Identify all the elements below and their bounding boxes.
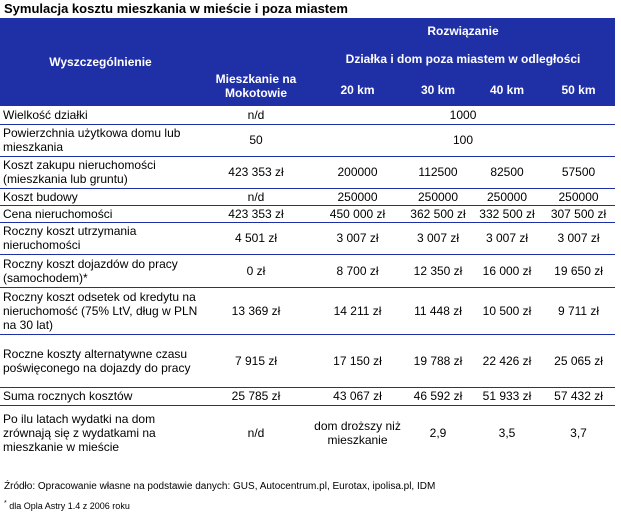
header-dzialka: Działka i dom poza miastem w odległości (311, 44, 615, 74)
cell-30km: 3 007 zł (404, 222, 472, 254)
table-row (0, 205, 615, 222)
table-row (0, 156, 615, 188)
row-label: Koszt budowy (0, 188, 201, 205)
cell-50km: 3,7 (570, 426, 587, 441)
cell-mieszkanie: 4 501 zł (201, 222, 311, 254)
footnote-mark: * (4, 500, 7, 507)
cell-40km: 332 500 zł (472, 205, 542, 222)
cell-40km: 3,5 (498, 426, 516, 441)
cell-40km: 3 007 zł (472, 222, 542, 254)
cell-20km: 250000 (311, 188, 404, 205)
cell-50km: 25 065 zł (542, 334, 615, 387)
cell-mieszkanie: n/d (201, 188, 311, 205)
cell-mieszkanie: 50 (201, 124, 311, 156)
table-title: Symulacja kosztu mieszkania w mieście i poza miastem (4, 1, 348, 16)
footnote-text: dla Opla Astry 1.4 z 2006 roku (9, 501, 130, 511)
row-label: Roczny koszt utrzymania nieruchomości (0, 222, 201, 254)
cell-mieszkanie: 25 785 zł (201, 387, 311, 405)
cell-mieszkanie: 423 353 zł (201, 205, 311, 222)
cell-mieszkanie: n/d (201, 106, 311, 124)
source-note: Źródło: Opracowanie własne na podstawie danych: GUS, Autocentrum.pl, Eurotax, ipolisa.pl, IDM (4, 481, 436, 492)
cell-40km: 16 000 zł (472, 254, 542, 287)
cost-table (0, 18, 615, 461)
cell-30km: 2,9 (429, 426, 447, 441)
row-label: Roczny koszt odsetek od kredytu na nieruchomość (75% LtV, dług w PLN na 30 lat) (0, 287, 201, 334)
cell-30km: 46 592 zł (404, 387, 472, 405)
table-row (0, 387, 615, 405)
row-label: Wielkość działki (0, 106, 201, 124)
cell-50km: 9 711 zł (542, 287, 615, 334)
cell-40km: 51 933 zł (472, 387, 542, 405)
row-label: Roczne koszty alternatywne czasu poświęconego na dojazdy do pracy (0, 334, 201, 387)
cell-20km: 43 067 zł (311, 387, 404, 405)
row-label: Po ilu latach wydatki na dom zrównają się z wydatkami na mieszkanie w mieście (3, 412, 156, 455)
cell-30km: 12 350 zł (404, 254, 472, 287)
cell-40km: 82500 (472, 156, 542, 188)
header-rozwiazanie: Rozwiązanie (311, 18, 615, 44)
table-row (0, 287, 615, 334)
table-row (0, 188, 615, 205)
footnote (4, 500, 130, 511)
cell-merged: 100 (311, 124, 615, 156)
table-row (0, 334, 615, 387)
cell-40km: 250000 (472, 188, 542, 205)
cell-merged: 1000 (311, 106, 615, 124)
cell-20km: 3 007 zł (311, 222, 404, 254)
cell-mieszkanie: 423 353 zł (201, 156, 311, 188)
row-label: Powierzchnia użytkowa domu lub mieszkania (0, 124, 201, 156)
header-40km: 40 km (472, 74, 542, 106)
cell-20km: 17 150 zł (311, 334, 404, 387)
cell-50km: 250000 (542, 188, 615, 205)
table-row (0, 254, 615, 287)
cell-50km: 307 500 zł (542, 205, 615, 222)
row-label: Roczny koszt dojazdów do pracy (samochodem)* (0, 254, 201, 287)
row-label: Koszt zakupu nieruchomości (mieszkania lub gruntu) (0, 156, 201, 188)
cell-mieszkanie: n/d (247, 426, 265, 441)
cell-mieszkanie: 0 zł (201, 254, 311, 287)
cell-50km: 57500 (542, 156, 615, 188)
cell-40km: 22 426 zł (472, 334, 542, 387)
cell-50km: 57 432 zł (542, 387, 615, 405)
header-20km: 20 km (311, 74, 404, 106)
row-label: Suma rocznych kosztów (0, 387, 201, 405)
cell-30km: 250000 (404, 188, 472, 205)
cell-40km: 10 500 zł (472, 287, 542, 334)
cell-30km: 19 788 zł (404, 334, 472, 387)
cell-20km: 200000 (311, 156, 404, 188)
header-mieszkanie: Mieszkanie na Mokotowie (201, 18, 311, 106)
cell-30km: 112500 (404, 156, 472, 188)
cell-mieszkanie: 13 369 zł (201, 287, 311, 334)
row-label: Cena nieruchomości (0, 205, 201, 222)
header-30km: 30 km (404, 74, 472, 106)
cell-20km: 450 000 zł (311, 205, 404, 222)
cell-30km: 362 500 zł (404, 205, 472, 222)
table-row (0, 222, 615, 254)
cell-20km: dom droższy niż mieszkanie (314, 419, 401, 448)
table-row (0, 106, 615, 124)
cell-50km: 3 007 zł (542, 222, 615, 254)
cell-50km: 19 650 zł (542, 254, 615, 287)
header-wyszczegolnienie: Wyszczególnienie (0, 18, 201, 106)
table-row (0, 124, 615, 156)
table-row (0, 405, 615, 461)
cell-30km: 11 448 zł (404, 287, 472, 334)
cell-mieszkanie: 7 915 zł (201, 334, 311, 387)
header-50km: 50 km (542, 74, 615, 106)
cell-20km: 14 211 zł (311, 287, 404, 334)
cell-20km: 8 700 zł (311, 254, 404, 287)
